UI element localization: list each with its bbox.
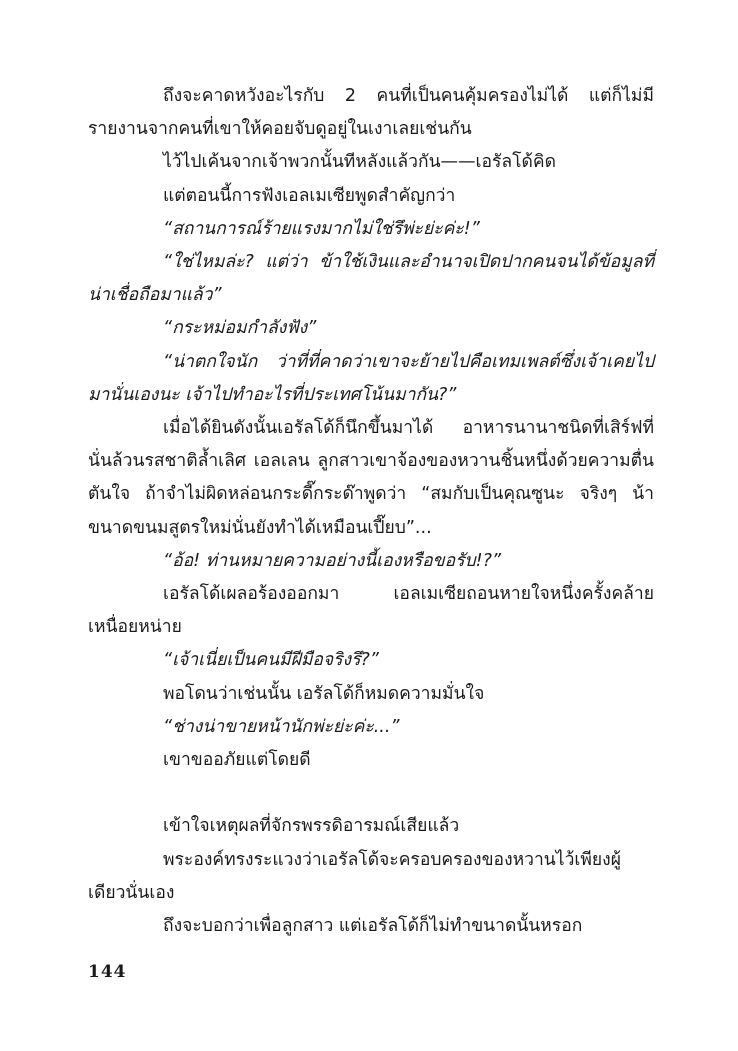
dialogue-paragraph: “น่าตกใจนัก ว่าที่ที่คาดว่าเขาจะย้ายไปคือเทมเพลต์ซึ่งเจ้าเคยไปมานั่นเองนะ เจ้าไปทำอะไรที่ประเทศโน้นมากัน?” [88, 351, 654, 405]
body-text [88, 80, 654, 943]
narration-paragraph: เข้าใจเหตุผลที่จักรพรรดิอารมณ์เสียแล้ว [163, 816, 460, 837]
narration-paragraph: ไว้ไปเค้นจากเจ้าพวกนั้นทีหลังแล้วกัน——เอรัลโด้คิด [163, 152, 556, 173]
narration-paragraph: พระองค์ทรงระแวงว่าเอรัลโด้จะครอบครองของหวานไว้เพียงผู้เดียวนั่นเอง [88, 849, 621, 903]
dialogue-paragraph: “กระหม่อมกำลังฟัง” [163, 318, 317, 339]
dialogue-paragraph: “สถานการณ์ร้ายแรงมากไม่ใช่รึพ่ะย่ะค่ะ!” [163, 218, 480, 239]
narration-paragraph: เขาขออภัยแต่โดยดี [163, 750, 311, 771]
narration-paragraph: ถึงจะบอกว่าเพื่อลูกสาว แต่เอรัลโด้ก็ไม่ทำขนาดนั้นหรอก [163, 916, 583, 937]
dialogue-paragraph: “อ้อ! ท่านหมายความอย่างนี้เองหรือขอรับ!?” [163, 550, 501, 571]
dialogue-paragraph: “ช่างน่าขายหน้านักพ่ะย่ะค่ะ...” [163, 716, 400, 737]
narration-paragraph: แต่ตอนนี้การฟังเอลเมเซียพูดสำคัญกว่า [163, 185, 456, 206]
dialogue-paragraph: “เจ้าเนี่ยเป็นคนมีฝีมือจริงรึ?” [163, 650, 379, 671]
narration-paragraph: พอโดนว่าเช่นนั้น เอรัลโด้ก็หมดความมั่นใจ [163, 683, 485, 704]
section-break [88, 777, 654, 810]
page-number: 144 [88, 962, 127, 982]
dialogue-paragraph: “ใช่ไหมล่ะ? แต่ว่า ข้าใช้เงินและอำนาจเปิดปากคนจนได้ข้อมูลที่น่าเชื่อถือมาแล้ว” [88, 252, 654, 306]
narration-paragraph: ถึงจะคาดหวังอะไรกับ 2 คนที่เป็นคนคุ้มครองไม่ได้ แต่ก็ไม่มีรายงานจากคนที่เขาให้คอยจับดูอยู่ในเงาเลยเช่นกัน [88, 86, 654, 140]
narration-paragraph: เมื่อได้ยินดังนั้นเอรัลโด้ก็นึกขึ้นมาได้ อาหารนานาชนิดที่เสิร์ฟที่นั่นล้วนรสชาติล้ำเลิศ เอลเลน ลูกสาวเขาจ้องของหวานชิ้นหนึ่งด้วยความตื่นตันใจ ถ้าจำไม่ผิดหล่อนกระดี๊กระด๊าพูดว่า “สมกับเป็นคุณซูนะ จริงๆ น้า ขนาดขนมสูตรใหม่นั่นยังทำได้เหมือนเปี๊ยบ”... [88, 418, 654, 538]
narration-paragraph: เอรัลโด้เผลอร้องออกมา เอลเมเซียถอนหายใจหนึ่งครั้งคล้ายเหนื่อยหน่าย [88, 584, 654, 638]
